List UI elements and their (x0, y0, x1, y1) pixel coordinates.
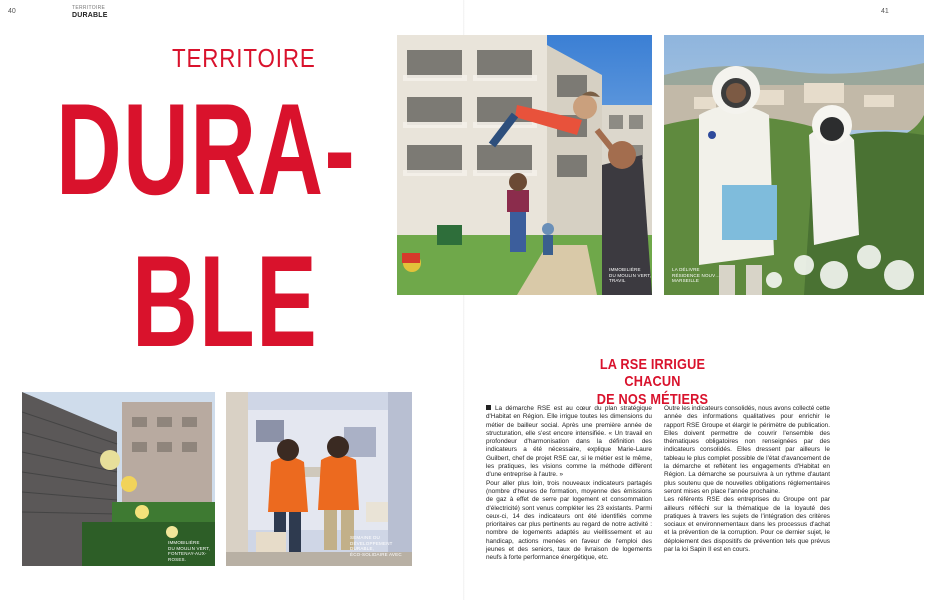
square-bullet-icon (486, 405, 491, 410)
running-header (72, 6, 108, 20)
caption-line: RÉSIDENCE NOUV… (672, 272, 721, 278)
article-column-2 (664, 405, 830, 554)
page-number-right: 41 (881, 8, 889, 15)
article-title-line: DE NOS MÉTIERS (596, 390, 709, 408)
page-number-left: 40 (8, 8, 16, 15)
caption-line: ÉCO-SOLIDAIRE AVEC (350, 551, 402, 557)
photo-two-men-orange (226, 392, 412, 566)
photo-brick-wall-caption (168, 540, 215, 563)
title-small: TERRITOIRE (172, 43, 316, 73)
photo-beekeepers-caption (672, 267, 720, 284)
photo-residence-caption (609, 267, 651, 284)
article-title (582, 356, 722, 408)
running-header-section: DURABLE (72, 11, 108, 19)
caption-line: DÉVELOPPEMENT (350, 540, 393, 546)
caption-line: DU MOULIN VERT, (168, 545, 211, 551)
caption-line: SEMAINE DU (350, 535, 381, 540)
caption-line: DURABLE, (350, 546, 375, 552)
title-big-line2: BLE (132, 228, 319, 374)
article-paragraph: Pour aller plus loin, trois nouveaux indicateurs partagés (nombre d'heures de formation, moyenne des émissions de gaz à effet de serre par logement et consommation d'électricité) sont venus compléter les 23 existants. Parmi ceux-ci, 14 des indicateurs ont été identifiés comme prioritaires car plus pertinents au regard de notre activité : nombre de logements adaptés au vieillissement et au handicap, actions menées en faveur de l'emploi des jeunes et des seniors, taux de livraison de logements neufs à forte performance énergétique, etc. (486, 479, 652, 562)
article-paragraph (486, 405, 652, 480)
article-paragraph: Les référents RSE des entreprises du Groupe ont par ailleurs réfléchi sur la thématique de la loyauté des pratiques à travers les sujets de l'intégration des critères sociaux et environnementaux dans les processus d'achat et la prévention de la corruption. Pour ce dernier sujet, le déploiement des dispositifs de prévention tels que prévus par la loi Sapin II est en cours. (664, 496, 830, 554)
article-column-1 (486, 405, 652, 563)
caption-line: DU MOULIN VERT, (609, 272, 652, 278)
photo-beekeepers (664, 35, 924, 295)
article-paragraph: Outre les indicateurs consolidés, nous avons collecté cette année des informations qualitatives pour enrichir le rapport RSE Groupe et élargir le périmètre de publication. Elles doivent permettre de couvrir l'ensemble des thématiques obligatoires non renseignées par des indicateurs consolidés. Elles dressent par ailleurs le tableau le plus complet possible de l'état d'avancement de la démarche et reflètent les engagements d'Habitat en Région. La démarche se poursuivra à un rythme d'autant plus soutenu que de nouvelles obligations réglementaires seront mises en place l'année prochaine. (664, 405, 830, 495)
beekeepers-illustration (664, 35, 924, 295)
photo-brick-wall-flowers (22, 392, 215, 566)
residence-family-illustration (397, 35, 652, 295)
title-big-line1: DURA- (56, 76, 357, 222)
caption-line: TRAVIL (609, 278, 626, 284)
caption-line: MARSEILLE (672, 278, 700, 284)
running-header-kicker: TERRITOIRE (72, 5, 106, 11)
caption-line: FONTENAY-AUX-ROSES. (168, 551, 207, 562)
caption-line: IMMOBILIÈRE (609, 267, 641, 272)
caption-line: IMMOBILIÈRE (168, 540, 200, 545)
article-title-line: LA RSE IRRIGUE CHACUN (599, 356, 706, 391)
caption-line: LA DÉLIVRE (672, 267, 700, 272)
article-paragraph-text: La démarche RSE est au cœur du plan stratégique d'Habitat en Région. Elle irrigue toutes les dimensions du métier de bailleur social. Après une première année de structuration, elle s'est encore intensifiée. « Un travail en profondeur d'harmonisation dans la définition des indicateurs a été nécessaire, explique Marie-Laure Guilbert, chef de projet RSE car, si le métier est le même, les pratiques, les visions comme la méthode diffèrent d'une entreprise à l'autre. » (486, 405, 652, 479)
photo-two-men-caption (350, 535, 402, 558)
photo-residence-family (397, 35, 652, 295)
